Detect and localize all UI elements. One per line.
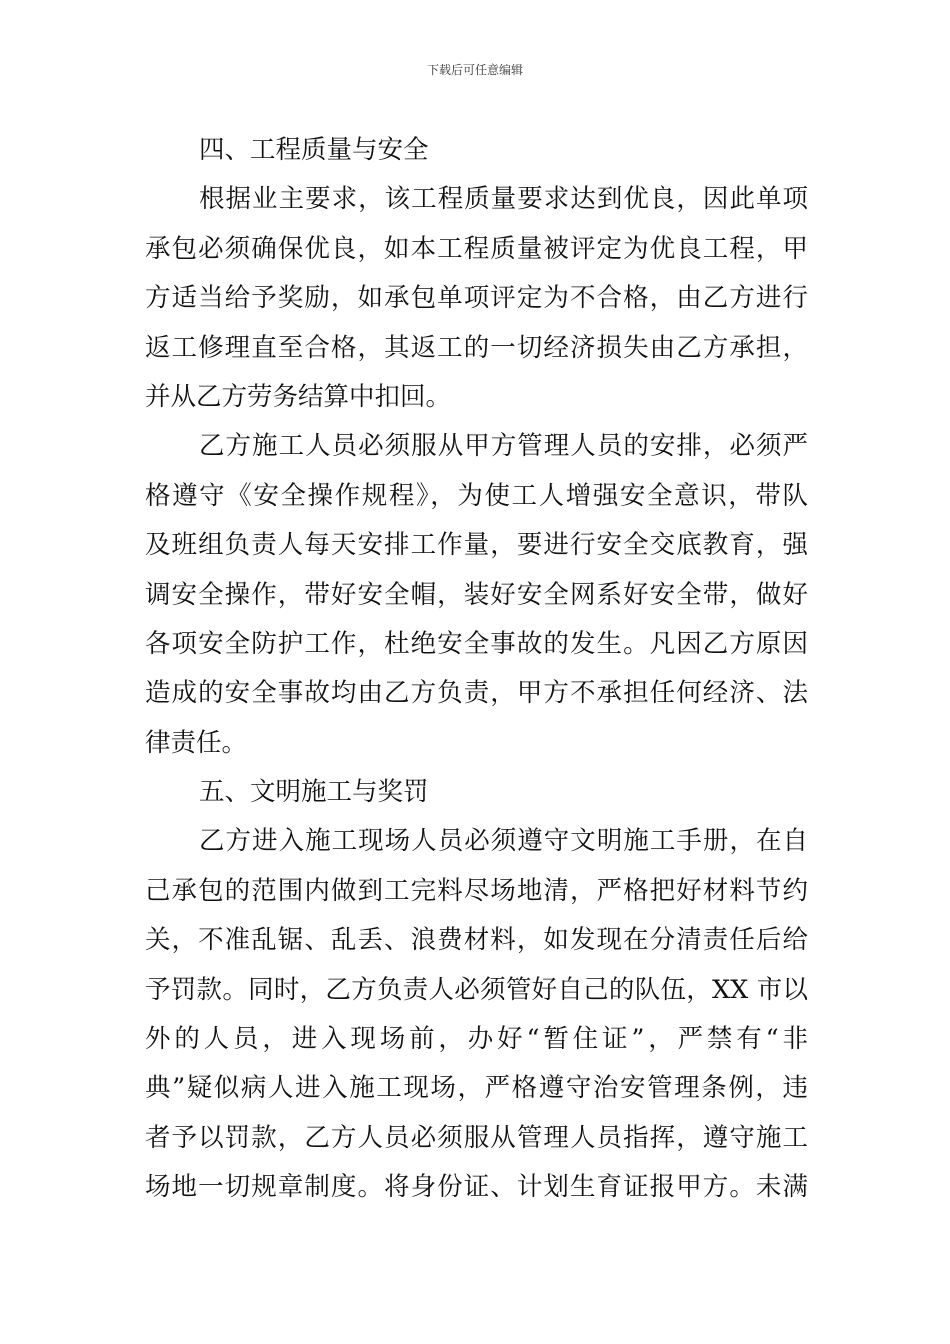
paragraph-line: 律责任。 — [145, 727, 248, 758]
paragraph-line: 场地一切规章制度。将身份证、计划生育证报甲方。未满 — [145, 1172, 808, 1203]
paragraph-line: 者予以罚款，乙方人员必须服从管理人员指挥，遵守施工 — [145, 1122, 808, 1153]
paragraph-line: 外的人员，进入现场前，办好“暂住证”，严禁有“非 — [145, 1024, 808, 1055]
paragraph-line: 调安全操作，带好安全帽，装好安全网系好安全带，做好 — [145, 579, 808, 610]
document-body — [145, 126, 808, 1213]
section-heading-civilized-construction: 五、文明施工与奖罚 — [199, 777, 429, 808]
paragraph-line: 己承包的范围内做到工完料尽场地清，严格把好材料节约 — [145, 875, 808, 906]
paragraph-line: 返工修理直至合格，其返工的一切经济损失由乙方承担， — [145, 332, 808, 363]
section-heading-quality-safety: 四、工程质量与安全 — [199, 135, 429, 165]
page-header-note: 下载后可任意编辑 — [426, 63, 523, 77]
paragraph-line: 承包必须确保优良，如本工程质量被评定为优良工程，甲 — [145, 233, 808, 264]
paragraph-line: 根据业主要求，该工程质量要求达到优良，因此单项 — [199, 184, 808, 215]
paragraph-line: 造成的安全事故均由乙方负责，甲方不承担任何经济、法 — [145, 678, 808, 709]
paragraph-line: 乙方施工人员必须服从甲方管理人员的安排，必须严 — [199, 431, 808, 462]
paragraph-line: 及班组负责人每天安排工作量，要进行安全交底教育，强 — [145, 530, 808, 561]
paragraph-line: 关，不准乱锯、乱丢、浪费材料，如发现在分清责任后给 — [145, 925, 808, 956]
paragraph-line: 典”疑似病人进入施工现场，严格遵守治安管理条例，违 — [145, 1073, 808, 1104]
paragraph-line: 各项安全防护工作，杜绝安全事故的发生。凡因乙方原因 — [145, 628, 808, 659]
paragraph-line: 并从乙方劳务结算中扣回。 — [145, 381, 452, 412]
paragraph-line: 予罚款。同时，乙方负责人必须管好自己的队伍，XX 市以 — [145, 974, 808, 1005]
paragraph-line: 格遵守《安全操作规程》，为使工人增强安全意识，带队 — [145, 480, 808, 511]
paragraph-line: 乙方进入施工现场人员必须遵守文明施工手册，在自 — [199, 826, 808, 857]
paragraph-line: 方适当给予奖励，如承包单项评定为不合格，由乙方进行 — [145, 283, 808, 314]
